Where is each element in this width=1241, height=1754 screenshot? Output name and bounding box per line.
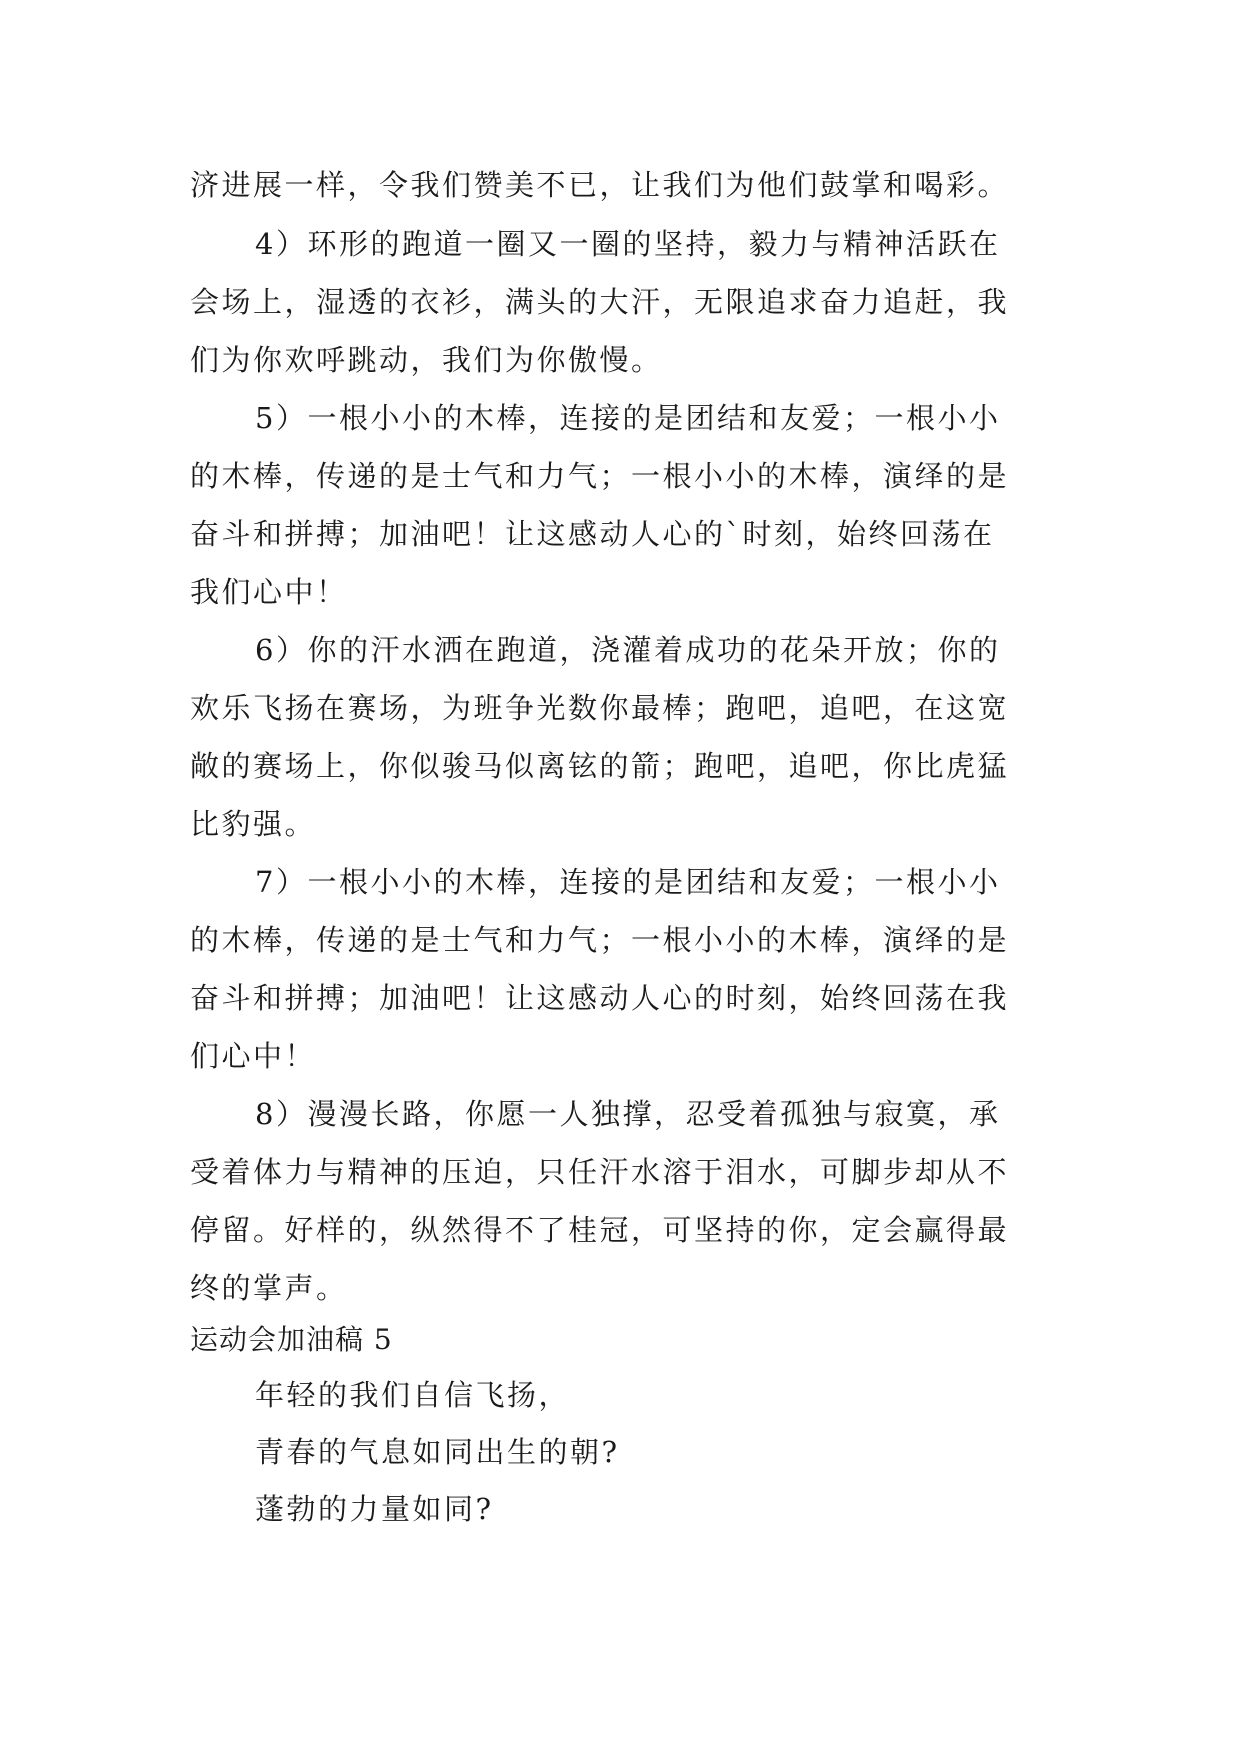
text-line: 敞的赛场上，你似骏马似离铉的箭；跑吧，追吧，你比虎猛	[190, 749, 1010, 783]
text-line: 6）你的汗水洒在跑道，浇灌着成功的花朵开放；你的	[255, 633, 1001, 667]
text-line: 8）漫漫长路，你愿一人独撑，忍受着孤独与寂寞，承	[255, 1097, 1001, 1131]
text-line: 终的掌声。	[190, 1271, 348, 1305]
text-line: 的木棒，传递的是士气和力气；一根小小的木棒，演绎的是	[190, 459, 1010, 493]
poem-line: 青春的气息如同出生的朝?	[255, 1435, 620, 1469]
section-title: 运动会加油稿 5	[190, 1323, 393, 1356]
text-line: 5）一根小小的木棒，连接的是团结和友爱；一根小小	[255, 401, 1001, 435]
text-line: 4）环形的跑道一圈又一圈的坚持，毅力与精神活跃在	[255, 227, 1001, 261]
text-line: 奋斗和拼搏；加油吧！让这感动人心的`时刻，始终回荡在	[190, 517, 995, 551]
text-line: 们为你欢呼跳动，我们为你傲慢。	[190, 343, 663, 377]
text-line: 济进展一样，令我们赞美不已，让我们为他们鼓掌和喝彩。	[190, 168, 1010, 202]
text-line: 受着体力与精神的压迫，只任汗水溶于泪水，可脚步却从不	[190, 1155, 1010, 1189]
text-line: 欢乐飞扬在赛场，为班争光数你最棒；跑吧，追吧，在这宽	[190, 691, 1010, 725]
poem-line: 蓬勃的力量如同?	[255, 1492, 494, 1526]
text-line: 7）一根小小的木棒，连接的是团结和友爱；一根小小	[255, 865, 1001, 899]
text-line: 会场上，湿透的衣衫，满头的大汗，无限追求奋力追赶，我	[190, 285, 1010, 319]
text-line: 们心中！	[190, 1039, 317, 1073]
text-line: 奋斗和拼搏；加油吧！让这感动人心的时刻，始终回荡在我	[190, 981, 1010, 1015]
text-line: 停留。好样的，纵然得不了桂冠，可坚持的你，定会赢得最	[190, 1213, 1010, 1247]
poem-line: 年轻的我们自信飞扬，	[255, 1378, 571, 1412]
text-line: 我们心中！	[190, 575, 348, 609]
text-line: 比豹强。	[190, 807, 317, 841]
text-line: 的木棒，传递的是士气和力气；一根小小的木棒，演绎的是	[190, 923, 1010, 957]
